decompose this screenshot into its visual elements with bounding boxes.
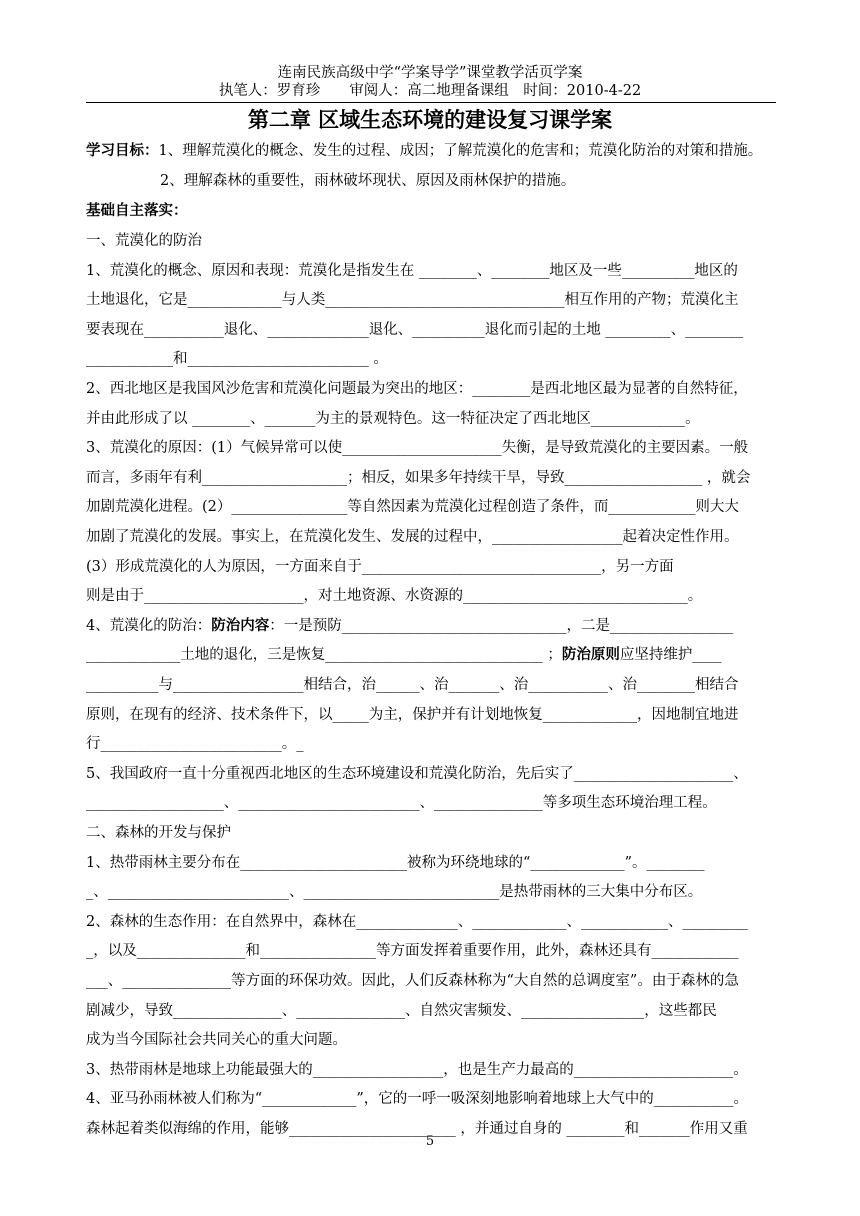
text-line: 剧减少，导致_______________、_______________、自然灾害频发、_________________，这些都民 (86, 1002, 717, 1019)
text-segment: 应坚持维护____ (619, 647, 722, 664)
text-line: 2、森林的生态作用：在自然界中，森林在______________、_____________、____________、_________ (86, 913, 748, 930)
text-line: ___、_______________等方面的环保功效。因此，人们反森林称为“大自然的总调度室”。由于森林的急 (86, 973, 739, 989)
goal-item-1: 1、理解荒漠化的概念、发生的过程、成因；了解荒漠化的危害和；荒漠化防治的对策和措施。 (158, 143, 763, 159)
goal-line-1 (86, 141, 776, 161)
text-line: __________与__________________相结合，治______、治_______、治___________、治________相结合 (86, 677, 739, 693)
text-line: 原则，在现有的经济、技术条件下，以_____为主，保护并有计划地恢复_____________，因地制宜地进 (86, 706, 739, 723)
header-rule (86, 102, 776, 103)
text-line: 3、荒漠化的原因：(1）气候异常可以使______________________失衡，是导致荒漠化的主要因素。一般 (86, 440, 749, 457)
bold-term: 防治内容 (211, 617, 270, 634)
text-line: 森林起着类似海绵的作用，能够_______________________ ，并通过自身的 ________和_______作用又重 (86, 1121, 748, 1137)
text-line: 加剧荒漠化进程。(2）________________等自然因素为荒漠化过程创造了条件，而____________则大大 (86, 499, 739, 516)
text-line: 4、亚马孙雨林被人们称为“_____________”，它的一呼一吸深刻地影响着地球上大气中的___________。 (86, 1091, 749, 1108)
text-segment: 4、荒漠化的防治： (86, 617, 212, 634)
page-number: 5 (425, 1134, 435, 1149)
text-line: ___________________、_________________________、_______________等多项生态环境治理工程。 (86, 795, 717, 812)
text-line: ____________和_________________________ 。 (86, 351, 388, 368)
text-line-prevention (86, 616, 776, 636)
goals-label: 学习目标： (86, 143, 159, 159)
text-line: 二、森林的开发与保护 (86, 825, 231, 841)
text-line: _、_________________________、___________________________是热带雨林的三大集中分布区。 (86, 884, 703, 901)
text-line: 成为当今国际社会共同关心的重大问题。 (86, 1032, 347, 1049)
text-line: 1、热带雨林主要分布在_______________________被称为环绕地球的“_____________”。________ (86, 854, 705, 871)
text-line: 行_________________________。_ (86, 736, 304, 753)
header-school-title: 连南民族高级中学“学案导学”课堂教学活页学案 (277, 65, 583, 81)
text-line: 1、荒漠化的概念、原因和表现：荒漠化是指发生在 ________、________地区及一些__________地区的 (86, 262, 738, 279)
text-line: _，以及_______________和________________等方面发挥着重要作用，此外，森林还具有____________ (86, 943, 739, 960)
text-segment: _____________土地的退化，三是恢复______________________________ ； (86, 647, 562, 664)
goal-item-2: 2、理解森林的重要性，雨林破坏现状、原因及雨林保护的措施。 (160, 173, 576, 189)
text-line: 5、我国政府一直十分重视西北地区的生态环境建设和荒漠化防治，先后实了______________________、 (86, 765, 748, 782)
text-line: 一、荒漠化的防治 (86, 233, 202, 249)
text-line: (3）形成荒漠化的人为原因，一方面来自于_________________________________，另一方面 (86, 558, 674, 575)
text-segment: ：一是预防_______________________________，二是_________________ (269, 617, 734, 634)
text-line: 则是由于______________________，对土地资源、水资源的_______________________________。 (86, 588, 703, 605)
basics-heading: 基础自主落实： (86, 203, 188, 219)
header-author-line: 执笔人：罗育珍 审阅人：高二地理备课组 时间：2010-4-22 (218, 83, 642, 99)
bold-term: 防治原则 (561, 647, 620, 664)
text-line: 3、热带雨林是地球上功能最强大的__________________，也是生产力最高的______________________。 (86, 1061, 748, 1078)
text-line: 加剧了荒漠化的发展。事实上，在荒漠化发生、发展的过程中，__________________起着决定性作用。 (86, 529, 739, 545)
text-line: 而言，多雨年有利____________________；相反，如果多年持续干旱，导致___________________ ，就会 (86, 469, 751, 486)
text-line (86, 645, 776, 665)
page-title: 第二章 区域生态环境的建设复习课学案 (247, 108, 613, 132)
text-line: 并由此形成了以 ________、_______为主的景观特色。这一特征决定了西北地区_____________。 (86, 410, 700, 427)
text-line: 土地退化，它是_____________与人类_________________________________相互作用的产物；荒漠化主 (86, 292, 739, 309)
text-line: 2、西北地区是我国风沙危害和荒漠化问题最为突出的地区：________是西北地区最为显著的自然特征， (86, 381, 748, 397)
text-line: 要表现在___________退化、______________退化、__________退化而引起的土地 _________、________ (86, 321, 744, 338)
